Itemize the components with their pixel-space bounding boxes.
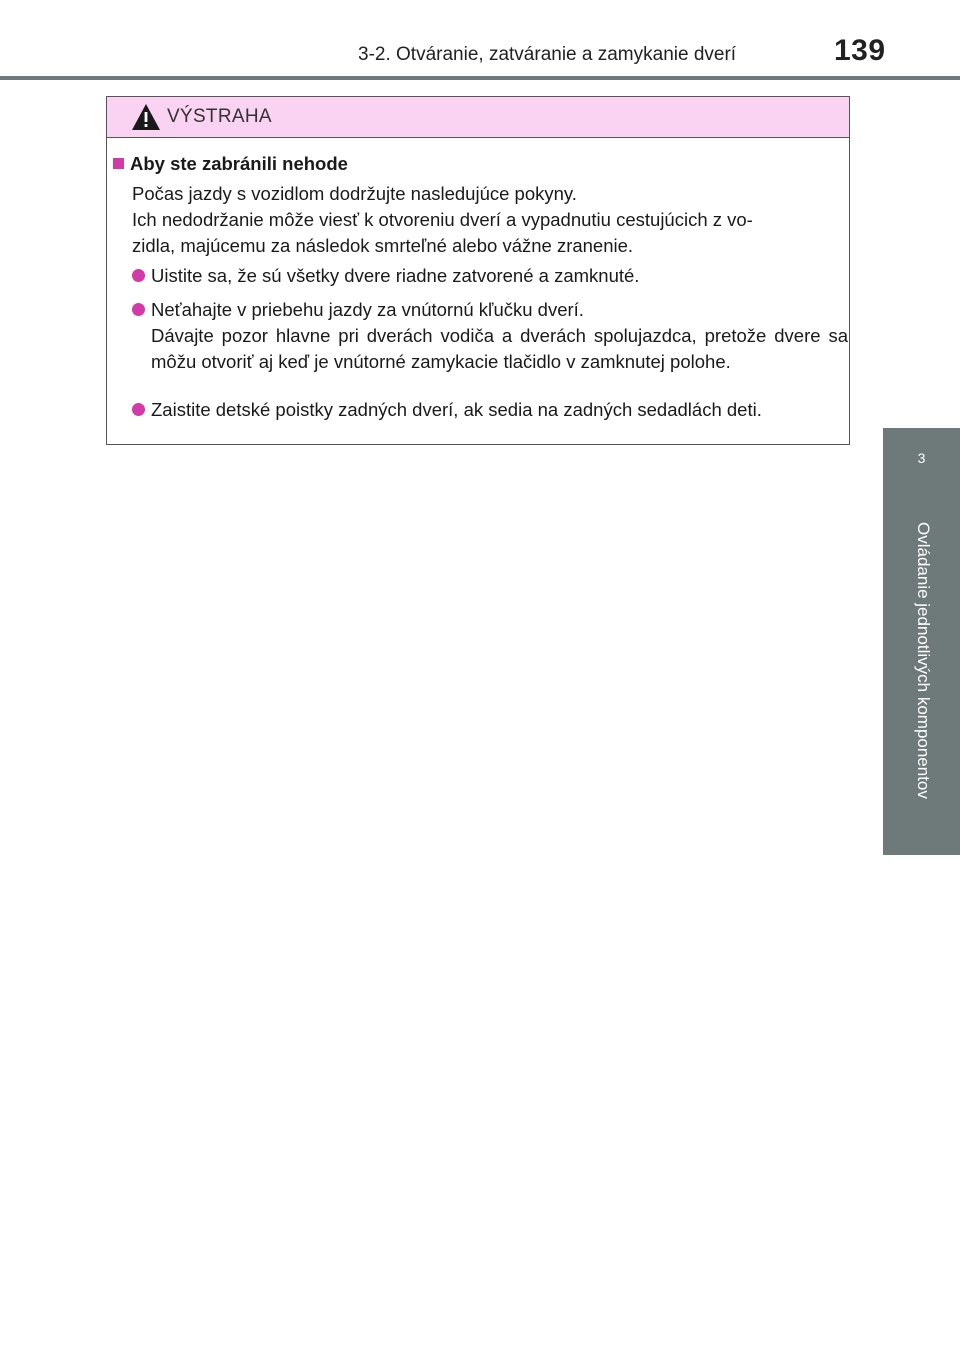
warning-header [107,97,849,138]
header-rule [0,76,960,80]
chapter-label: Ovládanie jednotlivých komponentov [914,522,933,799]
section-heading-text: Aby ste zabránili nehode [130,153,348,174]
header-section-title: 3-2. Otváranie, zatváranie a zamykanie dverí [358,44,737,65]
page-number: 139 [834,34,886,67]
warning-triangle-icon [131,102,161,132]
warning-title: VÝSTRAHA [167,106,272,127]
bullet-text: Neťahajte v priebehu jazdy za vnútornú kľučku dverí. [151,299,584,320]
bullet-item [132,263,848,289]
chapter-side-tab [883,428,960,855]
chapter-number: 3 [917,450,926,466]
intro-line: Počas jazdy s vozidlom dodržujte nasledujúce pokyny. [132,183,577,204]
intro-line: zidla, majúcemu za následok smrteľné alebo vážne zranenie. [132,235,634,256]
circle-bullet-icon [132,303,145,316]
bullet-text: Uistite sa, že sú všetky dvere riadne zatvorené a zamknuté. [151,265,640,286]
bullet-item [132,297,848,375]
intro-paragraph [132,181,848,259]
circle-bullet-icon [132,269,145,282]
bullet-detail: Dávajte pozor hlavne pri dverách vodiča a dverách spolujazdca, pretože dvere sa môžu otvoriť aj keď je vnútorné zamykacie tlačidlo v zamknutej polohe. [151,325,848,372]
warning-box [106,96,850,445]
bullet-text: Zaistite detské poistky zadných dverí, ak sedia na zadných sedadlách deti. [151,399,762,420]
section-heading [113,153,348,175]
circle-bullet-icon [132,403,145,416]
bullet-item [132,397,848,423]
intro-line: Ich nedodržanie môže viesť k otvoreniu dverí a vypadnutiu cestujúcich z vo- [132,209,753,230]
square-bullet-icon [113,158,124,169]
